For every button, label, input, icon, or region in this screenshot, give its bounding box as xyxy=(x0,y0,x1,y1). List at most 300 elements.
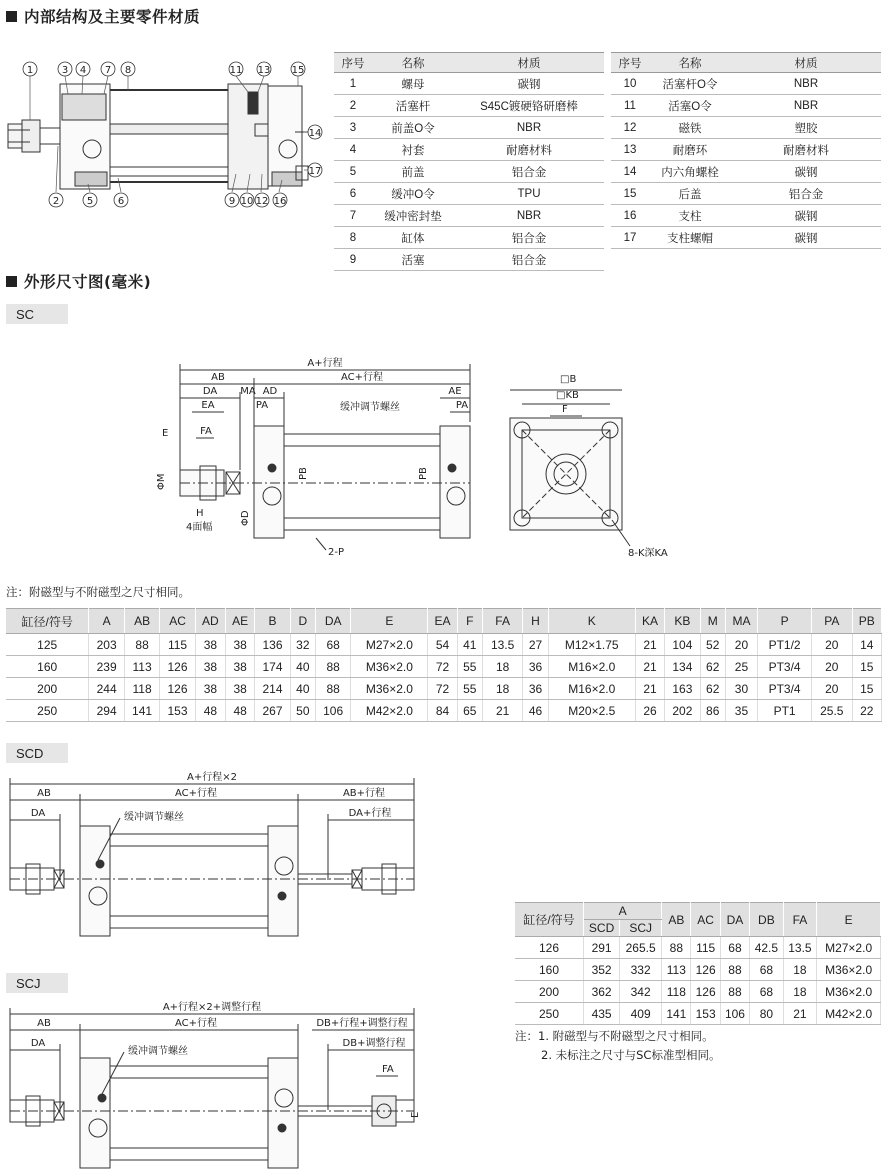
scd-header-ac: AC xyxy=(691,903,720,937)
part-no: 4 xyxy=(334,139,372,161)
dim-ma: MA xyxy=(240,386,256,397)
part-name: 活塞O令 xyxy=(649,95,731,117)
scd-cell: 42.5 xyxy=(750,937,784,959)
parts-row xyxy=(334,139,604,161)
part-no: 12 xyxy=(611,117,649,139)
sc-cell: M36×2.0 xyxy=(351,678,428,700)
part-material: 碳钢 xyxy=(731,161,881,183)
scd-cell: 106 xyxy=(720,1003,749,1025)
parts-row xyxy=(611,73,881,95)
sc-cell: 134 xyxy=(665,656,700,678)
scd-note-1: 注：1. 附磁型与不附磁型之尺寸相同。 xyxy=(515,1029,714,1043)
callout-4: 4 xyxy=(79,65,87,76)
sc-cell: PT3/4 xyxy=(758,656,812,678)
sc-header-cell: AD xyxy=(195,609,225,634)
part-no: 6 xyxy=(334,183,372,205)
parts-header-name: 名称 xyxy=(649,53,731,73)
sc-cell: 35 xyxy=(725,700,757,722)
part-material: 碳钢 xyxy=(731,227,881,249)
sc-cell: M27×2.0 xyxy=(351,634,428,656)
sc-header-cell: P xyxy=(758,609,812,634)
sc-cell: 20 xyxy=(812,656,853,678)
parts-table-left xyxy=(334,52,604,271)
dim-flats: 4面幅 xyxy=(186,522,213,533)
sc-header-cell: PA xyxy=(812,609,853,634)
part-name: 耐磨环 xyxy=(649,139,731,161)
scd-dimension-drawing xyxy=(6,770,426,940)
parts-header-material: 材质 xyxy=(454,53,604,73)
dim-d: ΦD xyxy=(240,510,251,526)
scd-cell: 118 xyxy=(662,981,691,1003)
sc-label: SC xyxy=(6,304,68,324)
callout-5: 5 xyxy=(86,196,94,207)
callout-7: 7 xyxy=(104,65,112,76)
sc-cell: 21 xyxy=(635,634,664,656)
sc-cell: 62 xyxy=(700,678,725,700)
dim-fa: FA xyxy=(200,426,212,437)
sc-cell: 214 xyxy=(255,678,290,700)
table-row xyxy=(515,937,881,959)
scj-dim-db-full: DB+行程+调整行程 xyxy=(316,1018,408,1029)
part-no: 9 xyxy=(334,249,372,271)
scd-cell: 409 xyxy=(620,1003,662,1025)
scd-cell: 126 xyxy=(515,937,584,959)
sc-cell: PT1 xyxy=(758,700,812,722)
dimension-title-text: 外形尺寸图(毫米) xyxy=(24,273,152,291)
sc-header-cell: PB xyxy=(852,609,881,634)
parts-row xyxy=(611,95,881,117)
part-material: 铝合金 xyxy=(454,227,604,249)
sc-cell: 62 xyxy=(700,656,725,678)
part-no: 15 xyxy=(611,183,649,205)
sc-cell: 38 xyxy=(226,634,255,656)
parts-row xyxy=(334,73,604,95)
scd-cell: 200 xyxy=(515,981,584,1003)
scj-dim-a: A+行程×2+调整行程 xyxy=(162,1002,262,1013)
scd-cell: 113 xyxy=(662,959,691,981)
part-material: NBR xyxy=(731,73,881,95)
sc-cell: 126 xyxy=(160,656,195,678)
scj-dim-db-adj: DB+调整行程 xyxy=(342,1038,406,1049)
part-name: 缓冲密封垫 xyxy=(372,205,454,227)
part-name: 前盖 xyxy=(372,161,454,183)
sc-header-cell: A xyxy=(89,609,124,634)
scd-header-bore: 缸径/符号 xyxy=(515,903,584,937)
sc-cell: 84 xyxy=(428,700,457,722)
parts-row xyxy=(611,117,881,139)
part-name: 缸体 xyxy=(372,227,454,249)
parts-header-material: 材质 xyxy=(731,53,881,73)
scd-notes xyxy=(515,1027,720,1065)
sc-cell: 20 xyxy=(725,634,757,656)
part-name: 后盖 xyxy=(649,183,731,205)
part-material: 耐磨材料 xyxy=(731,139,881,161)
scd-cell: 18 xyxy=(783,981,817,1003)
parts-table-right xyxy=(611,52,881,249)
sc-cell: 40 xyxy=(290,678,315,700)
sc-cell: M20×2.5 xyxy=(548,700,635,722)
sc-cell: 202 xyxy=(665,700,700,722)
scd-cell: 18 xyxy=(783,959,817,981)
sc-cell: 38 xyxy=(226,656,255,678)
scd-cell: 250 xyxy=(515,1003,584,1025)
scj-dim-da: DA xyxy=(30,1038,46,1049)
part-no: 17 xyxy=(611,227,649,249)
dim-b: □B xyxy=(560,374,577,385)
sc-cell: 21 xyxy=(635,656,664,678)
scd-dim-a: A+行程×2 xyxy=(187,772,237,783)
sc-cell: 136 xyxy=(255,634,290,656)
scd-dim-da: DA xyxy=(30,808,46,819)
parts-row xyxy=(611,205,881,227)
part-material: 碳钢 xyxy=(731,205,881,227)
part-name: 活塞杆O令 xyxy=(649,73,731,95)
part-name: 螺母 xyxy=(372,73,454,95)
part-material: 塑胶 xyxy=(731,117,881,139)
scd-cell: 68 xyxy=(720,937,749,959)
parts-row xyxy=(611,161,881,183)
sc-cell: 27 xyxy=(523,634,548,656)
part-no: 5 xyxy=(334,161,372,183)
callout-11: 11 xyxy=(229,65,243,76)
callout-17: 17 xyxy=(308,166,322,177)
scd-dim-ac: AC+行程 xyxy=(174,788,218,799)
scd-header-a: A xyxy=(584,903,662,920)
sc-cell: 106 xyxy=(315,700,350,722)
callout-2: 2 xyxy=(52,196,60,207)
part-material: NBR xyxy=(731,95,881,117)
sc-cell: 18 xyxy=(482,656,523,678)
sc-cell: M12×1.75 xyxy=(548,634,635,656)
sc-cell: 88 xyxy=(315,656,350,678)
scd-cell: 68 xyxy=(750,981,784,1003)
scd-header-db: DB xyxy=(750,903,784,937)
sc-cell: 55 xyxy=(457,656,482,678)
cushion-screw-label: 缓冲调节螺丝 xyxy=(340,402,400,413)
part-no: 3 xyxy=(334,117,372,139)
sc-cell: 294 xyxy=(89,700,124,722)
sc-cell: 113 xyxy=(124,656,159,678)
scd-header-e: E xyxy=(817,903,881,937)
scd-cell: 68 xyxy=(750,959,784,981)
table-row xyxy=(515,981,881,1003)
parts-row xyxy=(334,117,604,139)
scd-cell: 141 xyxy=(662,1003,691,1025)
sc-dimension-drawing xyxy=(150,350,670,570)
dim-f: F xyxy=(562,404,568,415)
part-name: 磁铁 xyxy=(649,117,731,139)
callout-8: 8 xyxy=(124,65,132,76)
scj-cushion-label: 缓冲调节螺丝 xyxy=(128,1046,188,1057)
sc-cell: 88 xyxy=(315,678,350,700)
sc-cell: 21 xyxy=(482,700,523,722)
dim-a-stroke: A+行程 xyxy=(307,358,343,369)
sc-cell: 86 xyxy=(700,700,725,722)
sc-cell: M16×2.0 xyxy=(548,678,635,700)
sc-cell: 38 xyxy=(195,656,225,678)
sc-cell: 244 xyxy=(89,678,124,700)
sc-cell: 200 xyxy=(6,678,89,700)
scj-dim-ab: AB xyxy=(37,1018,51,1029)
scd-cell: 115 xyxy=(691,937,720,959)
sc-cell: 55 xyxy=(457,678,482,700)
sc-header-cell: D xyxy=(290,609,315,634)
sc-header-cell: FA xyxy=(482,609,523,634)
scd-dim-da-stroke: DA+行程 xyxy=(348,808,392,819)
part-material: 铝合金 xyxy=(454,161,604,183)
sc-cell: 250 xyxy=(6,700,89,722)
sc-header-cell: H xyxy=(523,609,548,634)
scd-header-scj: SCJ xyxy=(620,920,662,937)
scj-label: SCJ xyxy=(6,973,68,993)
sc-cell: 65 xyxy=(457,700,482,722)
callout-14: 14 xyxy=(308,128,322,139)
callout-6: 6 xyxy=(117,196,125,207)
table-row xyxy=(6,678,882,700)
sc-cell: 20 xyxy=(812,634,853,656)
scd-cell: 291 xyxy=(584,937,620,959)
parts-row xyxy=(334,183,604,205)
scd-header-scd: SCD xyxy=(584,920,620,937)
sc-cell: 174 xyxy=(255,656,290,678)
structure-title-text: 内部结构及主要零件材质 xyxy=(24,8,201,26)
part-name: 缓冲O令 xyxy=(372,183,454,205)
sc-cell: 160 xyxy=(6,656,89,678)
sc-cell: 48 xyxy=(226,700,255,722)
sc-cell: 72 xyxy=(428,678,457,700)
sc-header-cell: E xyxy=(351,609,428,634)
scd-cell: 352 xyxy=(584,959,620,981)
sc-cell: 38 xyxy=(226,678,255,700)
dim-pb-right: PB xyxy=(418,467,429,480)
dim-da: DA xyxy=(202,386,218,397)
sc-cell: 88 xyxy=(124,634,159,656)
sc-cell: 30 xyxy=(725,678,757,700)
dim-ac-stroke: AC+行程 xyxy=(340,372,384,383)
sc-header-cell: MA xyxy=(725,609,757,634)
scd-note-2: 2. 未标注之尺寸与SC标准型相同。 xyxy=(541,1048,721,1062)
sc-cell: 25.5 xyxy=(812,700,853,722)
sc-cell: 26 xyxy=(635,700,664,722)
scd-cell: 265.5 xyxy=(620,937,662,959)
sc-cell: PT1/2 xyxy=(758,634,812,656)
dim-e: E xyxy=(162,428,169,439)
part-no: 14 xyxy=(611,161,649,183)
sc-cell: 104 xyxy=(665,634,700,656)
sc-cell: 46 xyxy=(523,700,548,722)
sc-dimension-table xyxy=(6,608,882,722)
cross-section-drawing xyxy=(0,54,335,214)
scd-dim-ab-stroke: AB+行程 xyxy=(342,788,386,799)
dim-ea: EA xyxy=(201,400,215,411)
structure-section-title xyxy=(6,5,200,27)
part-material: S45C镀硬铬研磨棒 xyxy=(454,95,604,117)
dim-pa-left: PA xyxy=(255,400,269,411)
dim-m: ΦM xyxy=(156,473,167,490)
sc-cell: 38 xyxy=(195,634,225,656)
parts-row xyxy=(334,227,604,249)
callout-10: 10 xyxy=(240,196,254,207)
dim-k: 8-K深KA xyxy=(628,548,668,559)
scd-cell: 80 xyxy=(750,1003,784,1025)
dim-2p: 2-P xyxy=(328,547,345,558)
scd-cell: M36×2.0 xyxy=(817,959,881,981)
sc-cell: 13.5 xyxy=(482,634,523,656)
sc-header-cell: 缸径/符号 xyxy=(6,609,89,634)
part-material: 铝合金 xyxy=(454,249,604,271)
scd-cell: 362 xyxy=(584,981,620,1003)
parts-row xyxy=(611,227,881,249)
sc-header-cell: K xyxy=(548,609,635,634)
table-row xyxy=(515,959,881,981)
sc-cell: M42×2.0 xyxy=(351,700,428,722)
scd-cell: 153 xyxy=(691,1003,720,1025)
part-material: 碳钢 xyxy=(454,73,604,95)
parts-header-no: 序号 xyxy=(611,53,649,73)
sc-cell: 38 xyxy=(195,678,225,700)
sc-note: 注：附磁型与不附磁型之尺寸相同。 xyxy=(6,585,190,599)
callout-15: 15 xyxy=(291,65,305,76)
dim-kb: □KB xyxy=(556,390,579,401)
scj-dim-e: E xyxy=(410,1111,421,1118)
sc-header-cell: EA xyxy=(428,609,457,634)
parts-header-no: 序号 xyxy=(334,53,372,73)
table-row xyxy=(6,634,882,656)
part-name: 活塞 xyxy=(372,249,454,271)
sc-header-cell: AC xyxy=(160,609,195,634)
scd-header-da: DA xyxy=(720,903,749,937)
dim-ab: AB xyxy=(211,372,225,383)
table-row xyxy=(6,656,882,678)
parts-row xyxy=(611,139,881,161)
sc-cell: 153 xyxy=(160,700,195,722)
sc-cell: 125 xyxy=(6,634,89,656)
scd-cell: 160 xyxy=(515,959,584,981)
sc-cell: 203 xyxy=(89,634,124,656)
part-no: 13 xyxy=(611,139,649,161)
scd-cell: 126 xyxy=(691,981,720,1003)
sc-cell: 22 xyxy=(852,700,881,722)
part-material: NBR xyxy=(454,205,604,227)
sc-cell: 32 xyxy=(290,634,315,656)
sc-cell: 18 xyxy=(482,678,523,700)
parts-row xyxy=(334,205,604,227)
scd-cell: 21 xyxy=(783,1003,817,1025)
sc-cell: 267 xyxy=(255,700,290,722)
sc-header-cell: AE xyxy=(226,609,255,634)
sc-cell: 36 xyxy=(523,656,548,678)
part-material: 耐磨材料 xyxy=(454,139,604,161)
callout-3: 3 xyxy=(61,65,69,76)
part-name: 支柱 xyxy=(649,205,731,227)
sc-header-cell: DA xyxy=(315,609,350,634)
table-row xyxy=(6,700,882,722)
parts-row xyxy=(334,161,604,183)
part-no: 8 xyxy=(334,227,372,249)
part-no: 2 xyxy=(334,95,372,117)
sc-cell: 115 xyxy=(160,634,195,656)
sc-cell: 126 xyxy=(160,678,195,700)
callout-9: 9 xyxy=(228,196,236,207)
sc-header-cell: KA xyxy=(635,609,664,634)
scd-cell: M42×2.0 xyxy=(817,1003,881,1025)
part-no: 1 xyxy=(334,73,372,95)
scd-dim-ab: AB xyxy=(37,788,51,799)
scj-dim-fa: FA xyxy=(382,1064,394,1075)
sc-cell: 15 xyxy=(852,678,881,700)
sc-cell: 163 xyxy=(665,678,700,700)
part-material: 铝合金 xyxy=(731,183,881,205)
scd-header-ab: AB xyxy=(662,903,691,937)
parts-row xyxy=(334,95,604,117)
part-material: NBR xyxy=(454,117,604,139)
sc-cell: M16×2.0 xyxy=(548,656,635,678)
part-name: 支柱螺帽 xyxy=(649,227,731,249)
sc-cell: 72 xyxy=(428,656,457,678)
sc-cell: 14 xyxy=(852,634,881,656)
callout-13: 13 xyxy=(257,65,271,76)
dim-ae: AE xyxy=(448,386,462,397)
part-no: 10 xyxy=(611,73,649,95)
dim-pa-right: PA xyxy=(455,400,469,411)
scd-cell: 88 xyxy=(662,937,691,959)
scd-cell: 88 xyxy=(720,981,749,1003)
sc-header-cell: AB xyxy=(124,609,159,634)
scd-header-fa: FA xyxy=(783,903,817,937)
part-no: 16 xyxy=(611,205,649,227)
part-no: 11 xyxy=(611,95,649,117)
sc-cell: 36 xyxy=(523,678,548,700)
sc-cell: M36×2.0 xyxy=(351,656,428,678)
scd-cell: M36×2.0 xyxy=(817,981,881,1003)
dim-pb-left: PB xyxy=(298,467,309,480)
dim-h: H xyxy=(196,508,204,519)
part-material: TPU xyxy=(454,183,604,205)
sc-cell: 21 xyxy=(635,678,664,700)
sc-header-cell: M xyxy=(700,609,725,634)
sc-header-cell: KB xyxy=(665,609,700,634)
scj-dim-ac: AC+行程 xyxy=(174,1018,218,1029)
scd-label: SCD xyxy=(6,743,68,763)
dim-ad: AD xyxy=(262,386,278,397)
scd-cell: 332 xyxy=(620,959,662,981)
sc-cell: 48 xyxy=(195,700,225,722)
sc-cell: 41 xyxy=(457,634,482,656)
parts-header-name: 名称 xyxy=(372,53,454,73)
sc-cell: 15 xyxy=(852,656,881,678)
part-name: 内六角螺栓 xyxy=(649,161,731,183)
sc-cell: 52 xyxy=(700,634,725,656)
part-name: 衬套 xyxy=(372,139,454,161)
scd-cell: M27×2.0 xyxy=(817,937,881,959)
sc-cell: 68 xyxy=(315,634,350,656)
part-name: 前盖O令 xyxy=(372,117,454,139)
scd-cell: 342 xyxy=(620,981,662,1003)
sc-cell: 20 xyxy=(812,678,853,700)
scj-dimension-drawing xyxy=(6,1000,426,1172)
scd-cell: 126 xyxy=(691,959,720,981)
sc-cell: 118 xyxy=(124,678,159,700)
scd-cell: 88 xyxy=(720,959,749,981)
sc-cell: 141 xyxy=(124,700,159,722)
sc-cell: 50 xyxy=(290,700,315,722)
sc-cell: 239 xyxy=(89,656,124,678)
callout-1: 1 xyxy=(26,65,34,76)
sc-cell: 54 xyxy=(428,634,457,656)
scd-cell: 13.5 xyxy=(783,937,817,959)
scd-cushion-label: 缓冲调节螺丝 xyxy=(124,812,184,823)
scd-scj-table xyxy=(515,902,881,1025)
